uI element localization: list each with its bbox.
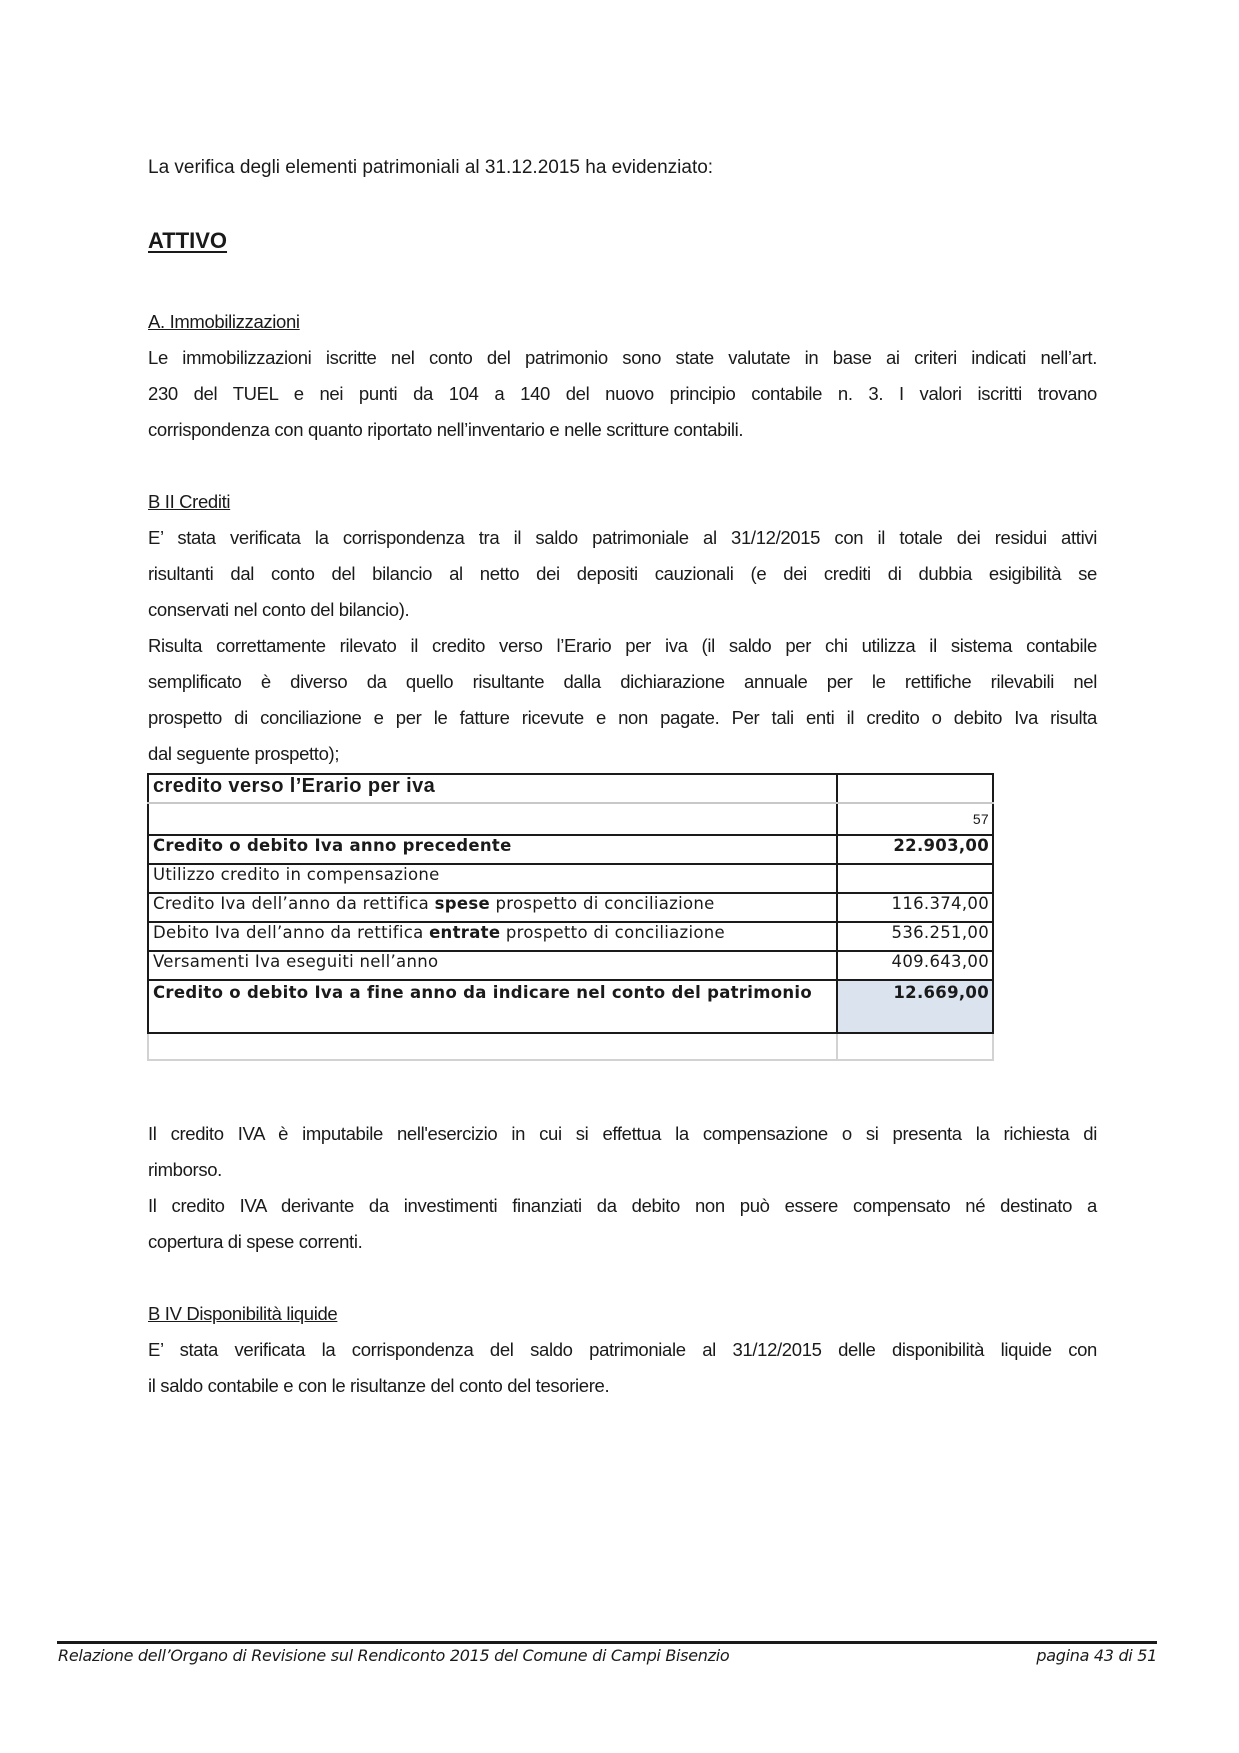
table-ref-number: 57 xyxy=(837,803,993,835)
text-line: rimborso. xyxy=(148,1159,222,1180)
text-line: conservati nel conto del bilancio). xyxy=(148,599,410,620)
text-line: 230 del TUEL e nei punti da 104 a 140 del nuovo principio contabile n. 3. I valori iscritti trovano xyxy=(148,383,1097,404)
text-line: prospetto di conciliazione e per le fatture ricevute e non pagate. Per tali enti il credito o debito Iva risulta xyxy=(148,707,1097,728)
table-empty-row xyxy=(148,1033,993,1060)
table-row xyxy=(148,864,993,893)
text-line: Le immobilizzazioni iscritte nel conto del patrimonio sono state valutate in base ai criteri indicati nell’art. xyxy=(148,347,1097,368)
text-line: copertura di spese correnti. xyxy=(148,1231,363,1252)
row-value-highlighted: 12.669,00 xyxy=(837,980,993,1033)
table-title-row xyxy=(148,774,993,803)
footer-divider xyxy=(57,1641,1157,1644)
text-line: il saldo contabile e con le risultanze del conto del tesoriere. xyxy=(148,1375,610,1396)
paragraph-iva-notes xyxy=(148,1116,1097,1260)
table-ref-label-cell xyxy=(148,803,837,835)
table-ref-row xyxy=(148,803,993,835)
label-part: Credito Iva dell’anno da rettifica xyxy=(153,894,435,913)
row-value: 409.643,00 xyxy=(837,951,993,980)
row-label: Versamenti Iva eseguiti nell’anno xyxy=(148,951,837,980)
footer-document-title: Relazione dell’Organo di Revisione sul Rendiconto 2015 del Comune di Campi Bisenzio xyxy=(58,1646,730,1665)
table-row xyxy=(148,893,993,922)
row-value: 536.251,00 xyxy=(837,922,993,951)
iva-credit-table xyxy=(147,773,994,1061)
subheading-disponibilita-liquide: B IV Disponibilità liquide xyxy=(148,1303,338,1324)
footer-page-number: pagina 43 di 51 xyxy=(1036,1646,1157,1665)
label-part: prospetto di conciliazione xyxy=(500,923,725,942)
table-row xyxy=(148,835,993,864)
row-value: 116.374,00 xyxy=(837,893,993,922)
table-row xyxy=(148,951,993,980)
row-label: Credito o debito Iva anno precedente xyxy=(148,835,837,864)
paragraph-crediti xyxy=(148,520,1097,772)
text-line: semplificato è diverso da quello risultante dalla dichiarazione annuale per le rettifiche rilevabili nel xyxy=(148,671,1097,692)
text-line: risultanti dal conto del bilancio al netto dei depositi cauzionali (e dei crediti di dubbia esigibilità se xyxy=(148,563,1097,584)
text-line: E’ stata verificata la corrispondenza tra il saldo patrimoniale al 31/12/2015 con il totale dei residui attivi xyxy=(148,527,1097,548)
label-part: prospetto di conciliazione xyxy=(489,894,715,913)
table-title-value-cell xyxy=(837,774,993,803)
text-line: Il credito IVA è imputabile nell'esercizio in cui si effettua la compensazione o si presenta la richiesta di xyxy=(148,1123,1097,1144)
paragraph-disponibilita-liquide xyxy=(148,1332,1097,1404)
text-line: Risulta correttamente rilevato il credito verso l’Erario per iva (il saldo per chi utilizza il sistema contabile xyxy=(148,635,1097,656)
text-line: E’ stata verificata la corrispondenza del saldo patrimoniale al 31/12/2015 delle disponibilità liquide con xyxy=(148,1339,1097,1360)
row-label: Credito o debito Iva a fine anno da indicare nel conto del patrimonio xyxy=(148,980,837,1033)
paragraph-immobilizzazioni xyxy=(148,340,1097,448)
table-title: credito verso l’Erario per iva xyxy=(148,774,837,803)
table-row xyxy=(148,922,993,951)
text-line: corrispondenza con quanto riportato nell’inventario e nelle scritture contabili. xyxy=(148,419,744,440)
empty-cell xyxy=(837,1033,993,1060)
row-value: 22.903,00 xyxy=(837,835,993,864)
table-row-total xyxy=(148,980,993,1033)
intro-paragraph: La verifica degli elementi patrimoniali al 31.12.2015 ha evidenziato: xyxy=(148,157,714,178)
text-line: Il credito IVA derivante da investimenti finanziati da debito non può essere compensato né destinato a xyxy=(148,1195,1097,1216)
label-emphasis: entrate xyxy=(429,923,501,942)
subheading-crediti: B II Crediti xyxy=(148,491,231,512)
section-heading-attivo: ATTIVO xyxy=(148,228,228,253)
empty-cell xyxy=(148,1033,837,1060)
text-line: dal seguente prospetto); xyxy=(148,743,340,764)
label-part: Debito Iva dell’anno da rettifica xyxy=(153,923,430,942)
label-emphasis: spese xyxy=(434,894,490,913)
row-label: Utilizzo credito in compensazione xyxy=(148,864,837,893)
subheading-immobilizzazioni: A. Immobilizzazioni xyxy=(148,311,300,332)
row-label xyxy=(148,893,837,922)
row-label xyxy=(148,922,837,951)
row-value xyxy=(837,864,993,893)
